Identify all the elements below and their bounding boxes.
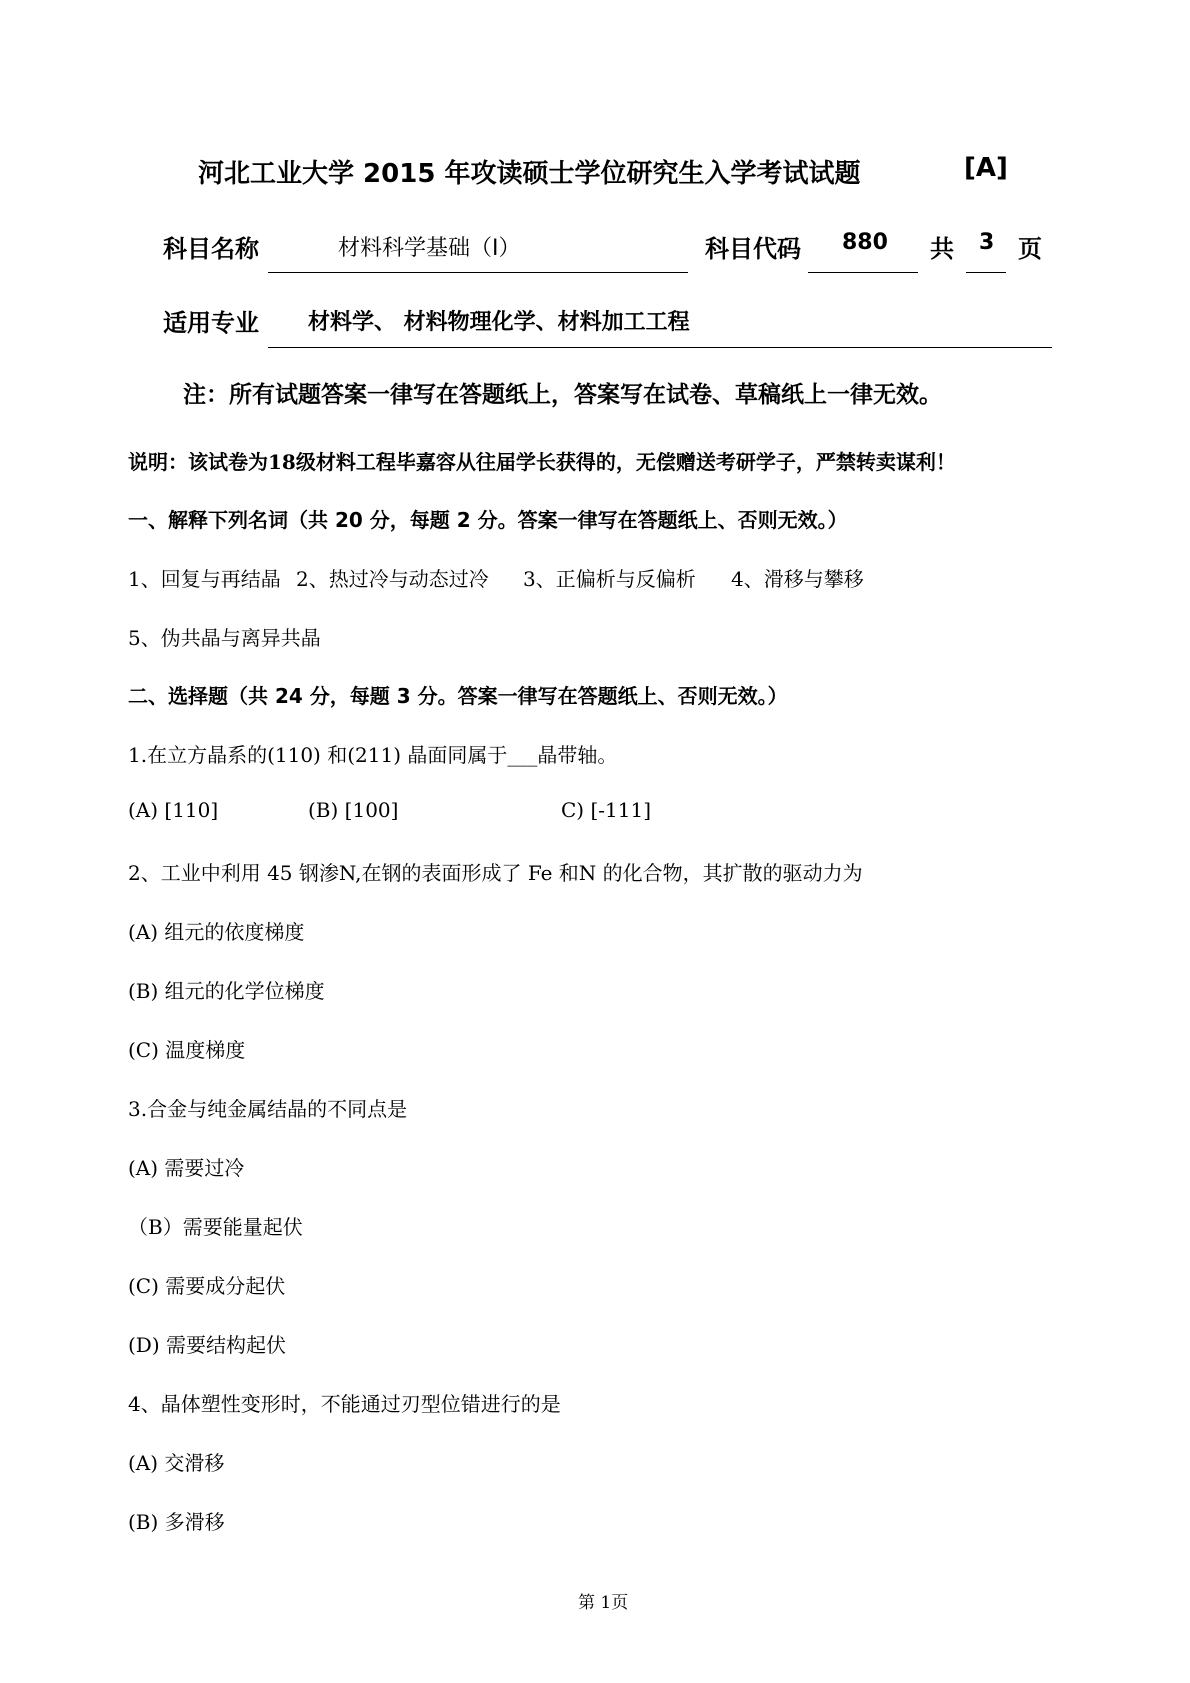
question-option: (A) 组元的依度梯度 <box>128 920 305 944</box>
section-2-heading: 二、选择题（共 24 分，每题 3 分。答案一律写在答题纸上、否则无效。） <box>128 684 788 708</box>
subject-code-label: 科目代码 <box>705 235 801 263</box>
term-item: 1、回复与再结晶 <box>128 567 281 591</box>
question-option: (B) 多滑移 <box>128 1510 225 1534</box>
total-pages-value: 3 <box>979 230 995 255</box>
term-item: 2、热过冷与动态过冷 <box>296 567 489 591</box>
term-item: 3、正偏析与反偏析 <box>523 567 696 591</box>
exam-variant-label: [A] <box>964 153 1008 183</box>
question-option: (B) 组元的化学位梯度 <box>128 979 325 1003</box>
major-value: 材料学、 材料物理化学、材料加工工程 <box>308 310 690 335</box>
question-option: (D) 需要结构起伏 <box>128 1333 286 1357</box>
subject-code-underline <box>808 272 918 273</box>
total-label: 共 <box>930 235 954 263</box>
question-stem: 3.合金与纯金属结晶的不同点是 <box>128 1097 408 1121</box>
subject-name-value: 材料科学基础（I） <box>338 236 521 261</box>
question-stem: 2、工业中利用 45 钢渗N,在钢的表面形成了 Fe 和N 的化合物，其扩散的驱动力为 <box>128 861 863 885</box>
question-option: (B) [100] <box>308 798 399 822</box>
total-pages-underline <box>966 272 1006 273</box>
subject-code-value: 880 <box>842 230 888 255</box>
exam-note: 注：所有试题答案一律写在答题纸上，答案写在试卷、草稿纸上一律无效。 <box>183 382 942 408</box>
question-option: (A) 需要过冷 <box>128 1156 245 1180</box>
exam-explanation: 说明：该试卷为18级材料工程毕嘉容从往届学长获得的，无偿赠送考研学子，严禁转卖谋利！ <box>128 450 956 474</box>
question-option: (C) 需要成分起伏 <box>128 1274 286 1298</box>
page-number: 第 1页 <box>578 1593 629 1613</box>
question-option: C) [-111] <box>561 798 651 822</box>
major-underline <box>268 347 1052 348</box>
question-option: (A) 交滑移 <box>128 1451 225 1475</box>
question-stem: 1.在立方晶系的(110) 和(211) 晶面同属于___晶带轴。 <box>128 743 618 767</box>
question-stem: 4、晶体塑性变形时，不能通过刃型位错进行的是 <box>128 1392 561 1416</box>
question-option: （B）需要能量起伏 <box>128 1215 303 1239</box>
major-label: 适用专业 <box>163 309 259 337</box>
question-option: (A) [110] <box>128 798 219 822</box>
exam-title: 河北工业大学 2015 年攻读硕士学位研究生入学考试试题 <box>198 159 861 189</box>
subject-name-label: 科目名称 <box>163 235 259 263</box>
subject-name-underline <box>268 272 688 273</box>
term-item: 5、伪共晶与离异共晶 <box>128 626 321 650</box>
term-item: 4、滑移与攀移 <box>731 567 864 591</box>
page-unit-label: 页 <box>1018 235 1042 263</box>
question-option: (C) 温度梯度 <box>128 1038 246 1062</box>
section-1-heading: 一、解释下列名词（共 20 分，每题 2 分。答案一律写在答题纸上、否则无效。） <box>128 508 848 532</box>
